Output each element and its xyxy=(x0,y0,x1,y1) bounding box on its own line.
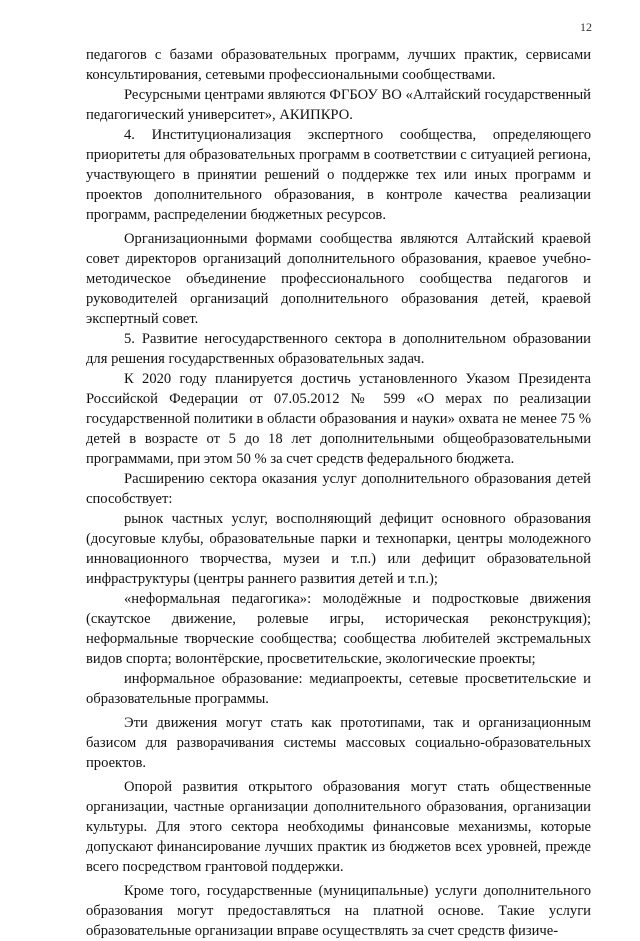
document-body xyxy=(86,45,591,941)
paragraph-continuation: педагогов с базами образовательных программ, лучших практик, сервисами консультирования, сетевыми профессиональными сообществами. xyxy=(86,47,591,83)
paragraph-informal-pedagogy: «неформальная педагогика»: молодёжные и подростковые движения (скаутское движение, ролевые игры, историческая реконструкция); неформальные творческие сообщества; сообщества любителей экстремальных видов спорта; волонтёрские, просветительские, экологические проекты; xyxy=(86,591,591,667)
paragraph-item-4: 4. Институционализация экспертного сообщества, определяющего приоритеты для образовательных программ в соответствии с ситуацией региона, участвующего в принятии решений о поддержке тех или иных программ и проектов дополнительного образования, в контроле качества реализации программ, распределении бюджетных ресурсов. xyxy=(86,127,591,223)
paragraph-target-2020: К 2020 году планируется достичь установленного Указом Президента Российской Федерации от 07.05.2012 № 599 «О мерах по реализации государственной политики в области образования и науки» охвата не менее 75 % детей в возрасте от 5 до 18 лет дополнительными общеобразовательными программами, при этом 50 % за счет средств федерального бюджета. xyxy=(86,371,591,467)
paragraph-organizational-forms: Организационными формами сообщества являются Алтайский краевой совет директоров организаций дополнительного образования, краевое учебно-методическое объединение профессионального сообщества педагогов и руководителей организаций дополнительного образования детей, краевой экспертный совет. xyxy=(86,231,591,327)
paragraph-resource-centers: Ресурсными центрами являются ФГБОУ ВО «Алтайский государственный педагогический университет», АКИПКРО. xyxy=(86,87,591,123)
paragraph-paid-services: Кроме того, государственные (муниципальные) услуги дополнительного образования могут предоставляться на платной основе. Такие услуги образовательные организации вправе осуществлять за счет средств физиче- xyxy=(86,883,591,939)
paragraph-movements: Эти движения могут стать как прототипами, так и организационным базисом для разворачивания системы массовых социально-образовательных проектов. xyxy=(86,715,591,771)
paragraph-sector-expansion: Расширению сектора оказания услуг дополнительного образования детей способствует: xyxy=(86,471,591,507)
paragraph-item-5: 5. Развитие негосударственного сектора в дополнительном образовании для решения государственных образовательных задач. xyxy=(86,331,591,367)
paragraph-informal-education: информальное образование: медиапроекты, сетевые просветительские и образовательные программы. xyxy=(86,671,591,707)
paragraph-private-market: рынок частных услуг, восполняющий дефицит основного образования (досуговые клубы, образовательные парки и технопарки, центры молодежного инновационного творчества, музеи и т.п.) или дефицит образовательной инфраструктуры (центры раннего развития детей и т.п.); xyxy=(86,511,591,587)
paragraph-open-education: Опорой развития открытого образования могут стать общественные организации, частные организации дополнительного образования, организации культуры. Для этого сектора необходимы финансовые механизмы, которые допускают финансирование лучших практик из бюджетов всех уровней, прежде всего посредством грантовой поддержки. xyxy=(86,779,591,875)
page-number: 12 xyxy=(580,20,592,34)
